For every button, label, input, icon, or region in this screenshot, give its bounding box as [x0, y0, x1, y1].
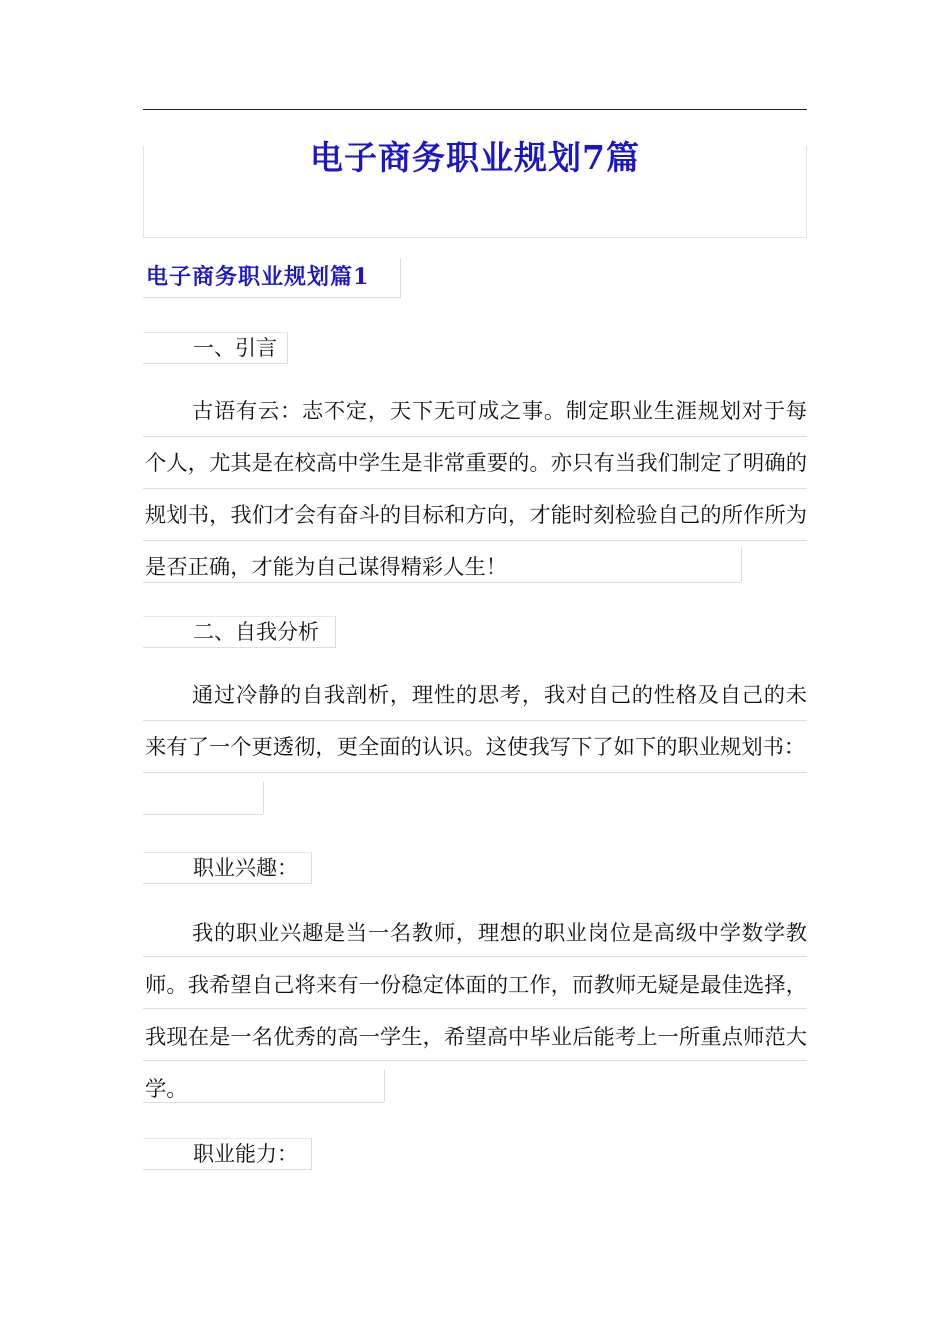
paragraph-line-end	[741, 548, 742, 582]
paragraph-underline	[143, 1008, 807, 1009]
paragraph-introduction: 古语有云：志不定，天下无可成之事。制定职业生涯规划对于每个人，尤其是在校高中学生是非常重要的。亦只有当我们制定了明确的规划书，我们才会有奋斗的目标和方向，才能时刻检验自己的所作所为是否正确，才能为自己谋得精彩人生！	[145, 399, 807, 580]
paragraph-underline	[143, 488, 807, 489]
heading-introduction: 一、引言	[143, 332, 288, 364]
section-subtitle: 电子商务职业规划篇1	[146, 264, 370, 290]
paragraph-underline	[143, 720, 807, 721]
paragraph-self-analysis: 通过冷静的自我剖析，理性的思考，我对自己的性格及自己的未来有了一个更透彻，更全面的认识。这使我写下了如下的职业规划书：	[145, 683, 807, 760]
paragraph-line-end	[384, 1070, 385, 1102]
paragraph-underline	[143, 1102, 384, 1103]
paragraph-underline	[143, 582, 741, 583]
paragraph-underline	[143, 814, 263, 815]
paragraph-underline	[143, 956, 807, 957]
paragraph-line-end	[263, 782, 264, 814]
paragraph-underline	[143, 436, 807, 437]
paragraph-underline	[143, 540, 807, 541]
document-title: 电子商务职业规划7篇	[310, 138, 640, 177]
heading-career-interest: 职业兴趣：	[143, 852, 312, 884]
heading-career-ability: 职业能力：	[143, 1138, 312, 1170]
header-rule	[143, 109, 807, 110]
paragraph-career-interest: 我的职业兴趣是当一名教师，理想的职业岗位是高级中学数学教师。我希望自己将来有一份稳定体面的工作，而教师无疑是最佳选择，我现在是一名优秀的高一学生，希望高中毕业后能考上一所重点师范大学。	[145, 921, 807, 1102]
heading-self-analysis: 二、自我分析	[143, 616, 336, 648]
paragraph-underline	[143, 1060, 807, 1061]
paragraph-underline	[143, 772, 807, 773]
